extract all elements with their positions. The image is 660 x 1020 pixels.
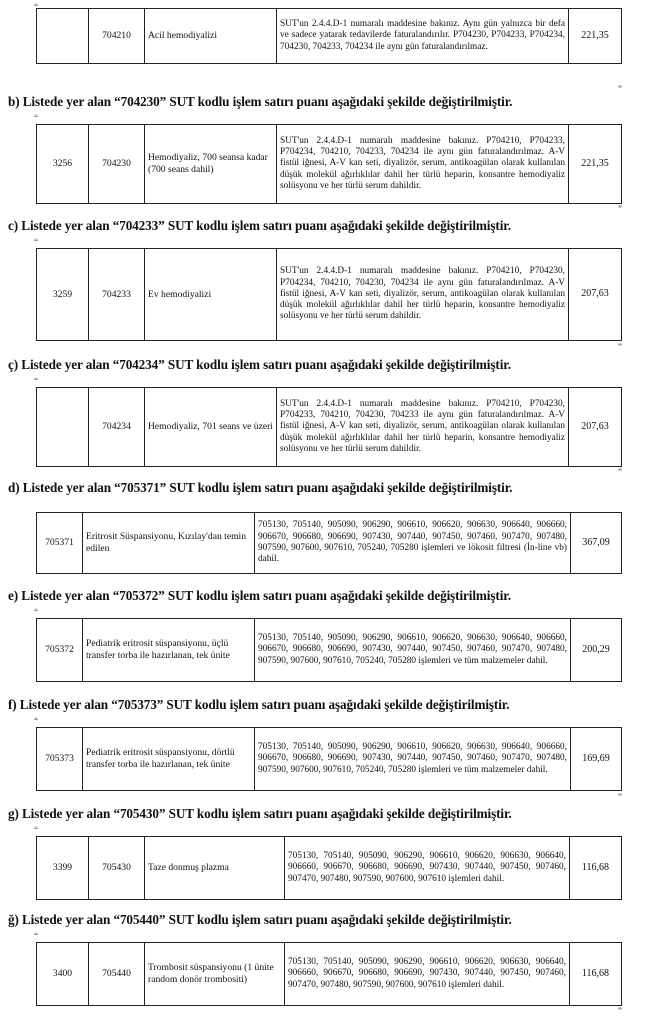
procedure-code: 704234 [89,388,145,467]
table-row [36,248,622,341]
procedure-points: 367,09 [571,513,622,574]
procedure-description: 705130, 705140, 905090, 906290, 906610, 906620, 906630, 906640, 906660, 906670, 906680, 906690, 907430, 907440, 907450, 907460, 907470, 907480, 907590, 907600, 907610, 705240, 705280 işlemleri ve lökosit filtresi (İn-line vb) dahil. [255,513,571,574]
table-row [36,942,622,1006]
sut-number: 705372 [37,619,83,682]
sut-number: 3399 [37,837,89,900]
procedure-code: 705430 [89,837,145,900]
table-row [36,618,622,682]
sut-number: 705371 [37,513,83,574]
procedure-description: SUT'un 2.4.4.D-1 numaralı maddesine bakınız. P704210, P704230, P704234, 704210, 704230, 704234 ile aynı gün faturalandırılmaz. A-V fistül iğnesi, A-V kan seti, diyalizör, serum, antikoagülan olarak kullanılan düşük molekül ağırlıklılar dahil her türlü heparin, konsantre hemodiyaliz solüsyonu ve her türlü serum dahildir. [277,249,569,341]
paragraph-d: d) Listede yer alan “705371” SUT kodlu işlem satırı puanı aşağıdaki şekilde değiştirilmiştir. [8,480,513,495]
paragraph-b: b) Listede yer alan “704230” SUT kodlu işlem satırı puanı aşağıdaki şekilde değiştirilmiştir. [8,94,513,109]
procedure-description: 705130, 705140, 905090, 906290, 906610, 906620, 906630, 906640, 906660, 906670, 906680, 906690, 907430, 907440, 907450, 907460, 907470, 907480, 907590, 907600, 907610 işlemleri dahil. [285,837,570,900]
quote-mark-open: “ [34,931,38,941]
procedure-name: Acil hemodiyalizi [145,9,277,64]
quote-mark-close: ” [618,84,622,94]
table-row [36,124,622,204]
procedure-description: 705130, 705140, 905090, 906290, 906610, 906620, 906630, 906640, 906660, 906670, 906680, 906690, 907430, 907440, 907450, 907460, 907470, 907480, 907590, 907600, 907610 işlemleri dahil. [285,943,570,1006]
quote-mark-open: “ [34,825,38,835]
procedure-name: Pediatrik eritrosit süspansiyonu, üçlü transfer torba ile hazırlanan, tek ünite [83,619,255,682]
procedure-name: Hemodiyaliz, 701 seans ve üzeri [145,388,277,467]
procedure-code: 704233 [89,249,145,341]
quote-mark-close: ” [618,342,622,352]
procedure-points: 200,29 [571,619,622,682]
procedure-description: SUT'un 2.4.4.D-1 numaralı maddesine bakınız. Aynı gün yalnızca bir defa ve sadece yatarak tedavilerde faturalandırılır. P704230, P704233, P704234, 704230, 704233, 704234 ile aynı gün faturalandırılmaz. [277,9,569,64]
procedure-name: Ev hemodiyalizi [145,249,277,341]
sut-number [37,388,89,467]
procedure-points: 116,68 [570,943,622,1006]
table-row [36,512,622,574]
paragraph-c: c) Listede yer alan “704233” SUT kodlu işlem satırı puanı aşağıdaki şekilde değiştirilmiştir. [8,218,511,233]
table-row [36,8,622,64]
paragraph-g: g) Listede yer alan “705430” SUT kodlu işlem satırı puanı aşağıdaki şekilde değiştirilmiştir. [8,806,512,821]
quote-mark-open: “ [34,237,38,247]
procedure-name: Eritrosit Süspansiyonu, Kızılay'dan temin edilen [83,513,255,574]
paragraph-e: e) Listede yer alan “705372” SUT kodlu işlem satırı puanı aşağıdaki şekilde değiştirilmiştir. [8,588,511,603]
procedure-description: 705130, 705140, 905090, 906290, 906610, 906620, 906630, 906640, 906660, 906670, 906680, 906690, 907430, 907440, 907450, 907460, 907470, 907480, 907590, 907600, 907610, 705240, 705280 işlemleri ve tüm malzemeler dahil. [255,619,571,682]
quote-mark-open: “ [34,716,38,726]
quote-mark-close: ” [618,467,622,477]
sut-number: 705373 [37,728,83,791]
sut-number: 3400 [37,943,89,1006]
quote-mark-open: “ [34,607,38,617]
procedure-name: Taze donmuş plazma [145,837,285,900]
paragraph-g-breve: ğ) Listede yer alan “705440” SUT kodlu işlem satırı puanı aşağıdaki şekilde değiştirilmiştir. [8,912,512,927]
procedure-code: 705440 [89,943,145,1006]
procedure-points: 207,63 [569,249,622,341]
procedure-points: 207,63 [569,388,622,467]
procedure-points: 221,35 [569,125,622,204]
procedure-points: 116,68 [570,837,622,900]
procedure-code: 704210 [89,9,145,64]
procedure-description: SUT'un 2.4.4.D-1 numaralı maddesine bakınız. P704210, P704233, P704234, 704210, 704233, 704234 ile aynı gün faturalandırılmaz. A-V fistül iğnesi, A-V kan seti, diyalizör, serum, antikoagülan olarak kullanılan düşük molekül ağırlıklılar dahil her türlü heparin, konsantre hemodiyaliz solüsyonu ve her türlü serum dahildir. [277,125,569,204]
table-row [36,727,622,791]
quote-mark-close: ” [618,204,622,214]
quote-mark-open: “ [34,376,38,386]
paragraph-c-cedilla: ç) Listede yer alan “704234” SUT kodlu işlem satırı puanı aşağıdaki şekilde değiştirilmiştir. [8,357,511,372]
procedure-name: Trombosit süspansiyonu (1 ünite random donör trombositi) [145,943,285,1006]
quote-mark-open: “ [34,2,38,12]
quote-mark-close: ” [618,792,622,802]
sut-number: 3256 [37,125,89,204]
paragraph-f: f) Listede yer alan “705373” SUT kodlu işlem satırı puanı aşağıdaki şekilde değiştirilmiştir. [8,697,510,712]
procedure-code: 704230 [89,125,145,204]
table-row [36,836,622,900]
procedure-points: 169,69 [571,728,622,791]
sut-number [37,9,89,64]
procedure-description: SUT'un 2.4.4.D-1 numaralı maddesine bakınız. P704210, P704230, P704233, 704210, 704230, 704233 ile aynı gün faturalandırılmaz. A-V fistül iğnesi, A-V kan seti, diyalizör, serum, antikoagülan olarak kullanılan düşük molekül ağırlıklılar dahil her türlü heparin, konsantre hemodiyaliz solüsyonu ve her türlü serum dahildir. [277,388,569,467]
sut-number: 3259 [37,249,89,341]
procedure-name: Pediatrik eritrosit süspansiyonu, dörtlü transfer torba ile hazırlanan, tek ünite [83,728,255,791]
table-row [36,387,622,467]
procedure-description: 705130, 705140, 905090, 906290, 906610, 906620, 906630, 906640, 906660, 906670, 906680, 906690, 907430, 907440, 907450, 907460, 907470, 907480, 907590, 907600, 907610, 705240, 705280 işlemleri ve tüm malzemeler dahil. [255,728,571,791]
procedure-name: Hemodiyaliz, 700 seansa kadar (700 seans dahil) [145,125,277,204]
quote-mark-close: ” [618,1006,622,1016]
quote-mark-open: “ [34,113,38,123]
procedure-points: 221,35 [569,9,622,64]
